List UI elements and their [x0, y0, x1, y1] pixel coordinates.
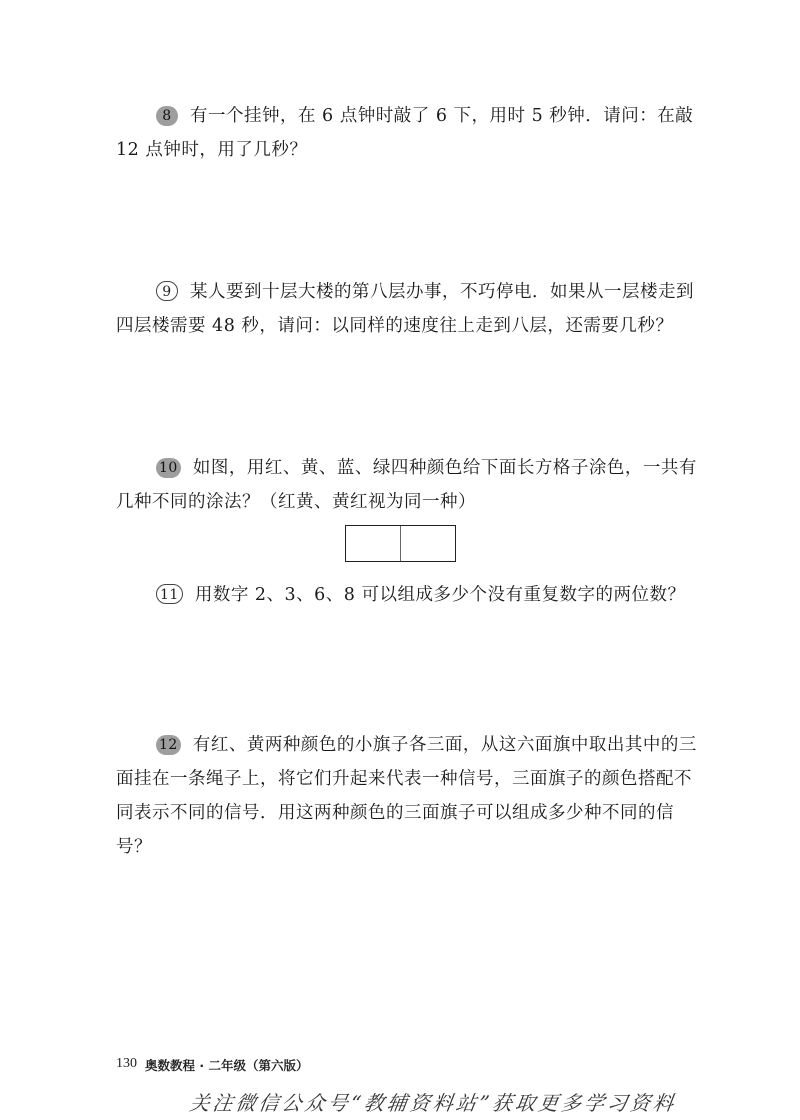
problem-number-badge: 10 [156, 458, 181, 478]
problem-10 [116, 451, 702, 519]
page-number: 130 [116, 1056, 137, 1071]
two-cell-rectangle-figure [345, 525, 456, 562]
book-title: 奥数教程 · 二年级（第六版） [145, 1058, 309, 1073]
problem-text: 用数字 2、3、6、8 可以组成多少个没有重复数字的两位数？ [194, 585, 686, 605]
page-footer [116, 1056, 308, 1074]
cell-divider [400, 526, 401, 561]
problem-number-badge: 8 [156, 106, 178, 126]
problem-number-badge: 11 [156, 584, 183, 604]
problem-8 [116, 99, 702, 167]
problem-text: 有一个挂钟，在 6 点钟时敲了 6 下，用时 5 秒钟．请问：在敲 12 点钟时，用了几秒？ [116, 106, 694, 160]
problem-11 [116, 578, 702, 612]
problem-text: 有红、黄两种颜色的小旗子各三面，从这六面旗中取出其中的三面挂在一条绳子上，将它们升起来代表一种信号，三面旗子的颜色搭配不同表示不同的信号．用这两种颜色的三面旗子可以组成多少种不同的信号？ [116, 735, 697, 857]
problem-9 [116, 275, 702, 343]
handwritten-watermark: 关注微信公众号“教辅资料站”获取更多学习资料 [188, 1091, 678, 1115]
problem-number-badge: 9 [156, 281, 178, 301]
problem-number-badge: 12 [156, 735, 181, 755]
problem-12 [116, 728, 702, 864]
problem-text: 某人要到十层大楼的第八层办事，不巧停电．如果从一层楼走到四层楼需要 48 秒，请问：以同样的速度往上走到八层，还需要几秒？ [116, 282, 694, 336]
problem-text: 如图，用红、黄、蓝、绿四种颜色给下面长方格子涂色，一共有几种不同的涂法？（红黄、黄红视为同一种） [116, 458, 697, 512]
